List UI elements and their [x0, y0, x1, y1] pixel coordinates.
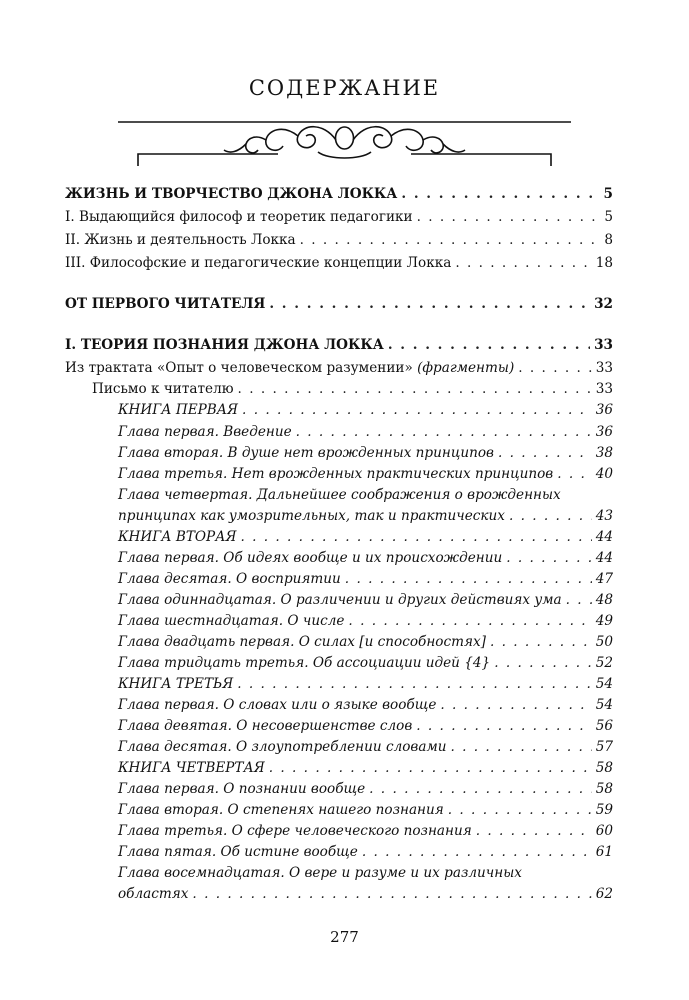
toc-entry-page: 52 — [595, 655, 613, 671]
toc-entry-page: 59 — [595, 802, 613, 818]
toc-leader — [416, 718, 591, 734]
toc-leader — [566, 592, 592, 608]
toc-entry-page: 18 — [595, 255, 613, 271]
toc-entry-page: 38 — [595, 445, 613, 461]
toc-entry-title-note: (фрагменты) — [412, 360, 515, 376]
toc-leader — [192, 886, 591, 902]
toc-entry-title-line1: Глава восемнадцатая. О вере и разуме и их различных — [118, 865, 522, 881]
toc-entry-page: 33 — [594, 337, 613, 353]
toc-entry-page: 8 — [604, 232, 613, 248]
toc-entry-title: Глава вторая. В душе нет врожденных принципов — [118, 445, 494, 461]
toc-entry — [118, 592, 613, 608]
toc-entry-title: I. Выдающийся философ и теоретик педагогики — [65, 209, 413, 225]
toc-entry-title: I. ТЕОРИЯ ПОЗНАНИЯ ДЖОНА ЛОККА — [65, 337, 384, 353]
toc-entry-page: 44 — [595, 529, 613, 545]
toc-entry-page: 5 — [603, 186, 613, 202]
toc-entry — [65, 296, 613, 312]
toc-entry — [118, 445, 613, 461]
toc-entry-page: 33 — [595, 360, 613, 376]
toc-entry — [118, 844, 613, 860]
toc-entry-title: Глава одиннадцатая. О различении и других действиях ума — [118, 592, 562, 608]
toc-entry — [65, 186, 613, 202]
toc-leader — [345, 571, 592, 587]
toc-entry-title: КНИГА ТРЕТЬЯ — [118, 676, 234, 692]
toc-entry-title: Глава первая. О словах или о языке вообще — [118, 697, 437, 713]
toc-leader — [490, 634, 592, 650]
toc-entry-page: 57 — [595, 739, 613, 755]
toc-entry-title: III. Философские и педагогические концепции Локка — [65, 255, 452, 271]
toc-leader — [498, 445, 592, 461]
toc-entry-page: 43 — [595, 508, 613, 524]
toc-leader — [237, 676, 591, 692]
toc-leader — [450, 739, 591, 755]
toc-entry — [118, 466, 613, 482]
toc-leader — [348, 613, 591, 629]
toc-entry — [118, 424, 613, 440]
toc-entry-page: 60 — [595, 823, 613, 839]
toc-entry-page: 48 — [595, 592, 613, 608]
toc-entry-page: 61 — [595, 844, 613, 860]
toc-entry — [65, 337, 613, 353]
toc-leader — [455, 255, 591, 271]
toc-entry-title: Глава тридцать третья. Об ассоциации идей {4} — [118, 655, 491, 671]
toc-entry-title: областях — [118, 886, 189, 902]
toc-entry — [118, 613, 613, 629]
toc-leader — [269, 296, 590, 312]
toc-entry-title: Глава пятая. Об истине вообще — [118, 844, 358, 860]
toc-entry-page: 33 — [595, 381, 613, 397]
toc-leader — [369, 781, 592, 797]
page-title: СОДЕРЖАНИЕ — [248, 76, 441, 100]
toc-leader — [494, 655, 591, 671]
toc-entry-page: 62 — [595, 886, 613, 902]
toc-entry-title-line1: Глава четвертая. Дальнейшее соображения о врожденных — [118, 487, 561, 503]
toc-entry-title: ОТ ПЕРВОГО ЧИТАТЕЛЯ — [65, 296, 266, 312]
toc-entry-title: Глава шестнадцатая. О числе — [118, 613, 345, 629]
toc-entry-page: 54 — [595, 676, 613, 692]
toc-entry-title: принципах как умозрительных, так и практических — [118, 508, 505, 524]
toc-entry-title: Глава третья. Нет врожденных практических принципов — [118, 466, 554, 482]
toc-leader — [448, 802, 592, 818]
toc-leader — [518, 360, 591, 376]
toc-leader — [401, 186, 599, 202]
toc-entry — [65, 255, 613, 271]
toc-entry-title-main: Из трактата «Опыт о человеческом разумении» — [65, 360, 413, 376]
toc-entry-page: 54 — [595, 697, 613, 713]
toc-entry-title: Письмо к читателю — [92, 381, 234, 397]
toc-leader — [388, 337, 590, 353]
toc-leader — [440, 697, 591, 713]
toc-entry-title: КНИГА ЧЕТВЕРТАЯ — [118, 760, 265, 776]
toc-entry-title: Глава девятая. О несовершенстве слов — [118, 718, 413, 734]
toc-entry-title: Глава третья. О сфере человеческого познания — [118, 823, 472, 839]
toc-entry-title: КНИГА ВТОРАЯ — [118, 529, 237, 545]
toc-entry — [118, 676, 613, 692]
toc-leader — [240, 529, 591, 545]
toc-entry — [118, 550, 613, 566]
toc-entry — [65, 209, 613, 225]
toc-entry — [118, 760, 613, 776]
toc-entry — [65, 360, 613, 376]
toc-leader — [362, 844, 592, 860]
toc-entry-page: 47 — [595, 571, 613, 587]
toc-entry — [118, 718, 613, 734]
toc-entry-page: 36 — [595, 424, 613, 440]
toc-entry-page: 5 — [604, 209, 613, 225]
toc-entry-title — [65, 360, 514, 376]
toc-entry — [118, 402, 613, 418]
toc-entry-title: ЖИЗНЬ И ТВОРЧЕСТВО ДЖОНА ЛОККА — [65, 186, 398, 202]
toc-entry — [118, 508, 613, 524]
toc-entry — [118, 697, 613, 713]
toc-entry — [118, 655, 613, 671]
toc-entry-title: II. Жизнь и деятельность Локка — [65, 232, 296, 248]
toc-entry-page: 36 — [595, 402, 613, 418]
toc-leader — [300, 232, 601, 248]
toc-entry — [118, 529, 613, 545]
toc-entry-page: 40 — [595, 466, 613, 482]
page-number: 277 — [330, 928, 359, 946]
toc-entry-title: Глава первая. Об идеях вообще и их происхождении — [118, 550, 503, 566]
toc-leader — [417, 209, 601, 225]
toc-entry-title: Глава десятая. О злоупотреблении словами — [118, 739, 447, 755]
toc-entry — [118, 886, 613, 902]
toc-entry-title: Глава десятая. О восприятии — [118, 571, 341, 587]
toc-entry-title: КНИГА ПЕРВАЯ — [118, 402, 239, 418]
toc-entry — [118, 571, 613, 587]
toc-entry — [65, 232, 613, 248]
toc-entry-title: Глава вторая. О степенях нашего познания — [118, 802, 444, 818]
toc-leader — [296, 424, 592, 440]
toc-leader — [242, 402, 592, 418]
toc-entry — [118, 739, 613, 755]
toc-entry — [92, 381, 613, 397]
toc-leader — [557, 466, 591, 482]
toc-leader — [506, 550, 591, 566]
toc-entry — [118, 781, 613, 797]
toc-entry-page: 32 — [594, 296, 613, 312]
toc-leader — [509, 508, 592, 524]
toc-entry-page: 44 — [595, 550, 613, 566]
toc-entry-page: 56 — [595, 718, 613, 734]
toc-entry-title: Глава первая. О познании вообще — [118, 781, 366, 797]
toc-entry-title: Глава двадцать первая. О силах [и способностях] — [118, 634, 486, 650]
toc-entry — [118, 802, 613, 818]
toc-entry-page: 49 — [595, 613, 613, 629]
toc-entry-title: Глава первая. Введение — [118, 424, 292, 440]
toc-entry-page: 58 — [595, 760, 613, 776]
toc-entry-page: 58 — [595, 781, 613, 797]
toc-entry-page: 50 — [595, 634, 613, 650]
toc-leader — [476, 823, 592, 839]
toc-entry — [118, 634, 613, 650]
toc-leader — [238, 381, 592, 397]
toc-leader — [269, 760, 592, 776]
toc-entry — [118, 823, 613, 839]
